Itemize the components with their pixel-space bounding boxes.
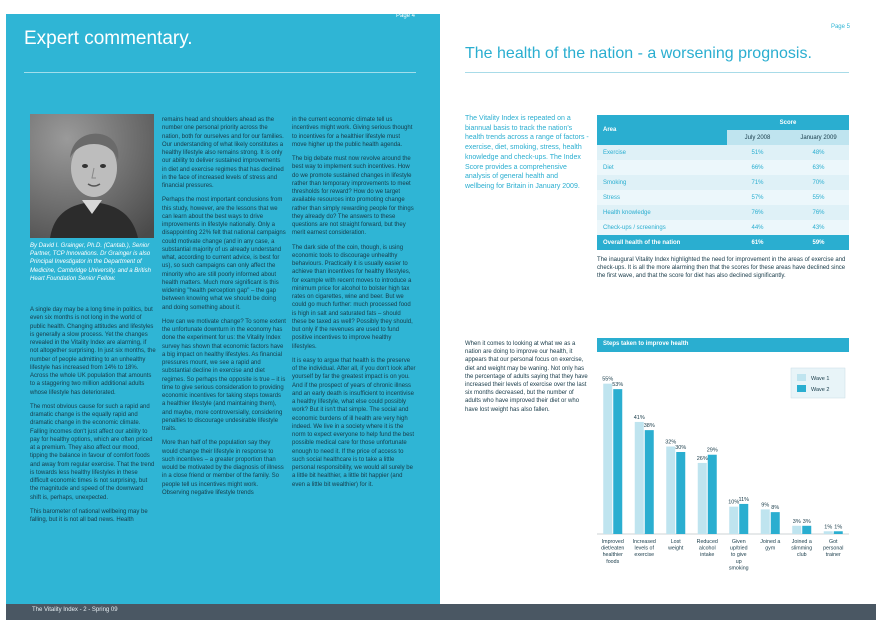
table-row: Stress 57% 55%	[597, 190, 849, 205]
category-label: Improved diet/eaten healthier foods	[601, 539, 625, 565]
bar-wave-2	[771, 512, 780, 534]
vitality-index-intro: The Vitality Index is repeated on a biannual basis to track the nation's health trends across a range of factors - exercise, diet, smoking, stress, health knowledge and check-ups. The Index Score provides a comprehensive analysis of general health and wellbeing for Britain in January 2009.	[465, 115, 589, 190]
bar-wave-2	[739, 504, 748, 534]
bar-wave-1	[666, 447, 675, 534]
july-2008-header: July 2008	[727, 130, 788, 145]
expert-commentary-title: Expert commentary.	[24, 28, 193, 49]
commentary-column-3	[292, 116, 416, 495]
commentary-column-2	[162, 116, 286, 503]
paragraph: The big debate must now revolve around the best way to implement such incentives. How do we promote sustained changes in lifestyle rather than temporary improvements to meet thresholds for reward? How do we target available resources into promoting change rather than simply rewarding people for things they already do? The answers to these questions are not straight forward, but they merit earnest consideration.	[292, 156, 414, 237]
paragraph: in the current economic climate tell us incentives might work. Giving serious thought to incentives for a healthier lifestyle must move higher up the public health agenda.	[292, 117, 413, 148]
bar-wave-1	[635, 422, 644, 534]
data-label: 55%	[602, 376, 614, 383]
table-total-row: Overall health of the nation 61% 59%	[597, 235, 849, 250]
chart-title-bar	[597, 338, 849, 352]
bar-wave-1	[603, 384, 612, 534]
paragraph: More than half of the population say they would change their lifestyle in response to such incentives – a greater proportion than would be motivated by the diagnosis of illness in a close friend or member of the family. So people tell us incentives might work. Observing negative lifestyle trends	[162, 440, 284, 496]
data-label: 41%	[633, 414, 645, 421]
commentary-column-1	[30, 306, 156, 530]
paragraph: The most obvious cause for such a rapid and dramatic change is the equally rapid and dramatic change in the economic climate. Falling incomes don't just affect our ability to pay for healthy options, which are often priced at a premium. They also affect our mood, tipping the balance in favour of comfort foods and away from regular exercise. That the trend is towards less healthy lifestyles in these difficult economic times is not surprising, but the magnitude and speed of the downward shift is, perhaps, unexpected.	[30, 403, 155, 501]
bar-wave-1	[792, 526, 801, 534]
category-label: Reduced alcohol intake	[696, 539, 718, 559]
bar-wave-2	[676, 452, 685, 534]
table-row: Check-ups / screenings 44% 43%	[597, 220, 849, 235]
data-label: 53%	[612, 382, 624, 389]
bar-wave-2	[708, 455, 717, 534]
data-label: 9%	[761, 502, 770, 509]
category-label: Given up/tried to give up smoking	[728, 539, 749, 572]
data-label: 3%	[802, 518, 811, 525]
category-label: Increased levels of exercise	[632, 539, 656, 559]
bar-wave-1	[824, 531, 833, 534]
table-row: Health knowledge 76% 76%	[597, 205, 849, 220]
data-label: 30%	[675, 445, 687, 451]
table-caption: The inaugural Vitality Index highlighted the need for improvement in the areas of exercise and check-ups. It is all the more alarming then that the scores for these areas have declined since the first wave, and that the score for diet has also declined significantly.	[597, 257, 846, 280]
bar-wave-1	[729, 507, 738, 534]
score-table	[597, 115, 849, 250]
data-label: 38%	[643, 423, 655, 430]
bar-wave-2	[834, 531, 843, 534]
legend-label: Wave 1	[811, 376, 830, 382]
table-row: Exercise 51% 48%	[597, 145, 849, 160]
bar-wave-2	[802, 526, 811, 534]
data-label: 29%	[706, 447, 718, 454]
footer-text: The Vitality Index - 2 - Spring 09	[32, 607, 118, 613]
left-footer-bar	[6, 604, 440, 620]
paragraph: How can we motivate change? To some extent the unfortunate downturn in the economy has done the experiment for us: the Vitality Index survey has shown that economic factors have a big impact on healthy lifestyles. As financial pressures mount, we see a rapid and substantial decline in exercise and diet regimes. So perhaps the opposite is true – it is time to give serious consideration to providing economic incentives for taking steps towards a healthier lifestyle (and maintaining them), and maybe, more controversially, considering penalties to discourage undesirable lifestyle traits.	[162, 318, 286, 432]
area-header: Area	[597, 115, 727, 145]
data-label: 26%	[696, 455, 708, 462]
steps-commentary: When it comes to looking at what we as a nation are doing to improve our health, it appears that our personal focus on exercise, diet and weight may be waning. Not only has the percentage of adults saying that they have increased their levels of exercise over the last six months decreased, but the number of adults who have improved their diet or who have lost weight has also fallen.	[465, 341, 588, 413]
data-label: 10%	[728, 499, 740, 506]
bar-wave-1	[698, 463, 707, 534]
legend-swatch	[797, 374, 806, 381]
left-title-rule	[24, 72, 416, 73]
right-title-rule	[465, 72, 849, 73]
page-number-right: Page 5	[830, 24, 850, 30]
bar-wave-2	[613, 389, 622, 534]
data-label: 1%	[834, 524, 843, 531]
data-label: 3%	[792, 518, 801, 525]
january-2009-header: January 2009	[788, 130, 849, 145]
category-label: Got personal trainer	[823, 539, 844, 559]
paragraph: remains head and shoulders ahead as the number one personal priority across the nation, both for ourselves and for our families. Our understanding of what likely constitutes a healthy lifestyle also remains strong. It is only our ability to deliver sustained improvements in diet and exercise regimes that has declined in the face of increased levels of stress and financial pressures.	[162, 117, 284, 189]
bar-wave-1	[761, 509, 770, 534]
data-label: 8%	[771, 505, 780, 512]
page-number-left: Page 4	[396, 13, 416, 19]
author-portrait	[30, 114, 154, 238]
right-footer-bar	[440, 604, 876, 620]
table-row: Diet 66% 63%	[597, 160, 849, 175]
data-label: 32%	[665, 439, 677, 446]
legend-label: Wave 2	[811, 387, 830, 393]
paragraph: This barometer of national wellbeing may be falling, but it is not all bad news. Health	[30, 508, 148, 523]
category-label: Joined a slimming club	[791, 539, 813, 559]
table-row: Smoking 71% 70%	[597, 175, 849, 190]
bar-wave-2	[645, 430, 654, 534]
category-label: Lost weight	[668, 539, 684, 552]
portrait-photo-icon	[30, 114, 154, 238]
category-label: Joined a gym	[760, 539, 781, 552]
data-label: 11%	[738, 496, 750, 503]
legend-box	[791, 368, 845, 398]
paragraph: It is easy to argue that health is the preserve of the individual. After all, if you don't look after yourself by far the greatest impact is on you. And if the prospect of years of chronic illness and an early death is insufficient to incentivise a healthy lifestyle, what else could possibly work? But it isn't that simple. The social and economic burdens of ill health are very high indeed. We live in a society where it is the norm to expect everyone to help fund the best possible medical care for those unfortunate enough to need it. If the price of access to such social healthcare is to take a little personal responsibility, we would all surely be a little bit healthier, a little bit happier (and even a little bit wealthier) for it.	[292, 357, 416, 488]
paragraph: The dark side of the coin, though, is using economic tools to discourage unhealthy behaviours. Practically it is usually easier to achieve than incentives for healthy lifestyles, for example with recent moves to introduce a minimum price for alcohol to bolster high tax rates on cigarettes, wine and beer. But we could go much further: much processed food is high in salt and saturated fats – should these be taxed as well? Possibly they should, but only if the revenues are used to fund positive incentives to improve healthy lifestyles.	[292, 244, 413, 350]
paragraph: A single day may be a long time in politics, but even six months is not long in the world of public health. Changing attitudes and lifestyles is generally a slow process. Yet the changes revealed in the Vitality Index are alarming, if not altogether surprising. In just six months, the number of people admitting to an unhealthy lifestyle has increased from 14% to 18%. Across the whole UK population that amounts to a staggering two million additional adults whose lifestyle has deteriorated.	[30, 307, 156, 396]
steps-bar-chart	[597, 352, 849, 582]
paragraph: Perhaps the most important conclusions from this study, however, are the lessons that we can learn about the best ways to drive improvements in lifestyle nationally. Only a disappointing 22% felt that national campaigns could motivate change (and in any case, a substantial majority of us already understand what, according to current advice, is best for us), so such campaigns can only affect the minority who are still poorly informed about health matters. Much more significant is this widening "health perception gap" – the gap between knowing what we should be doing and doing something about it.	[162, 197, 286, 311]
chart-title: Steps taken to improve health	[603, 341, 689, 347]
score-header: Score	[727, 115, 849, 130]
legend-swatch	[797, 385, 806, 392]
health-of-nation-title: The health of the nation - a worsening prognosis.	[465, 45, 812, 62]
data-label: 1%	[824, 524, 833, 531]
author-byline: By David I. Grainger, Ph.D. (Cantab.), Senior Partner, TCP Innovations. Dr Grainger is also Principal Investigator in the Department of Medicine, Cambridge University, and a British Heart Foundation Senior Fellow.	[30, 243, 151, 282]
